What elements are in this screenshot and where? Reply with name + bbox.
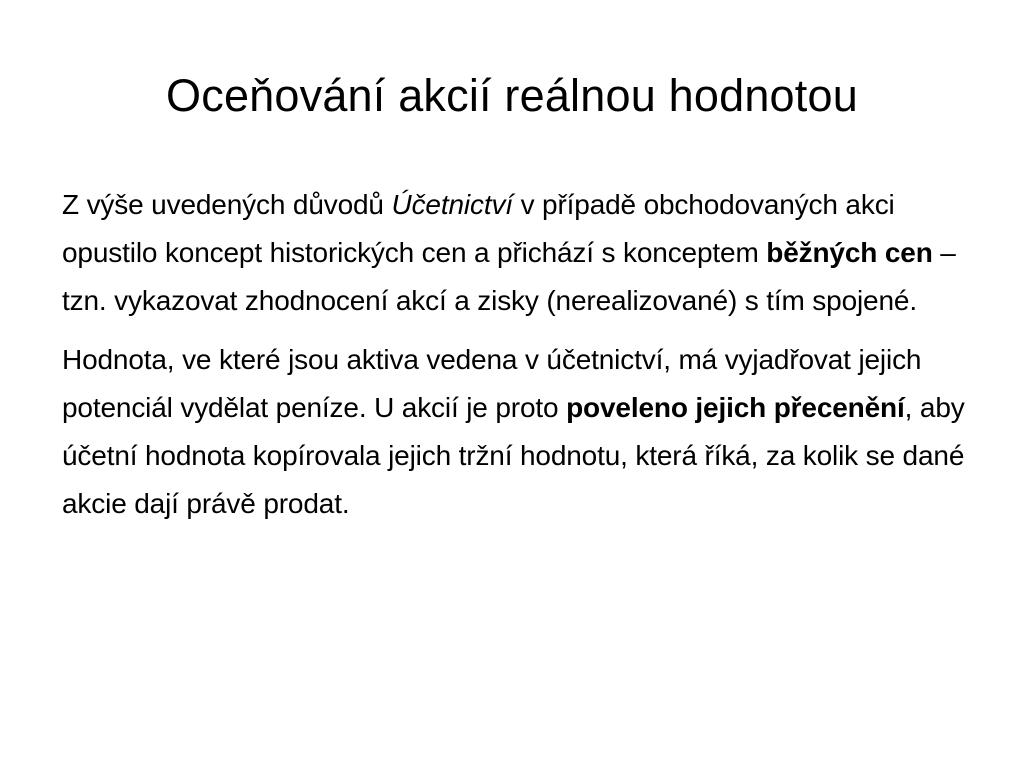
slide-body xyxy=(62,181,967,539)
paragraph-2 xyxy=(62,336,967,528)
paragraph-2-text: Hodnota, ve které jsou aktiva vedena v účetnictví, má vyjadřovat jejich potenciál vydělat peníze. U akcií je proto xyxy=(62,344,922,423)
paragraph-1-italic-term: Účetnictví xyxy=(391,189,513,220)
paragraph-1-text: v případě obchodovaných akci opustilo koncept historických cen a přichází s konceptem xyxy=(62,189,895,268)
slide-title: Oceňování akcií reálnou hodnotou xyxy=(166,70,858,121)
paragraph-2-text: , aby účetní hodnota kopírovala jejich tržní hodnotu, která říká, za kolik se dané akcie dají právě prodat. xyxy=(62,392,965,519)
paragraph-1-text: – tzn. vykazovat zhodnocení akcí a zisky (nerealizované) s tím spojené. xyxy=(62,237,956,316)
paragraph-1-bold-term: běžných cen xyxy=(766,237,933,268)
paragraph-1 xyxy=(62,181,967,325)
paragraph-2-bold-term: poveleno jejich přecenění xyxy=(566,392,905,423)
paragraph-1-text: Z výše uvedených důvodů xyxy=(62,189,392,220)
